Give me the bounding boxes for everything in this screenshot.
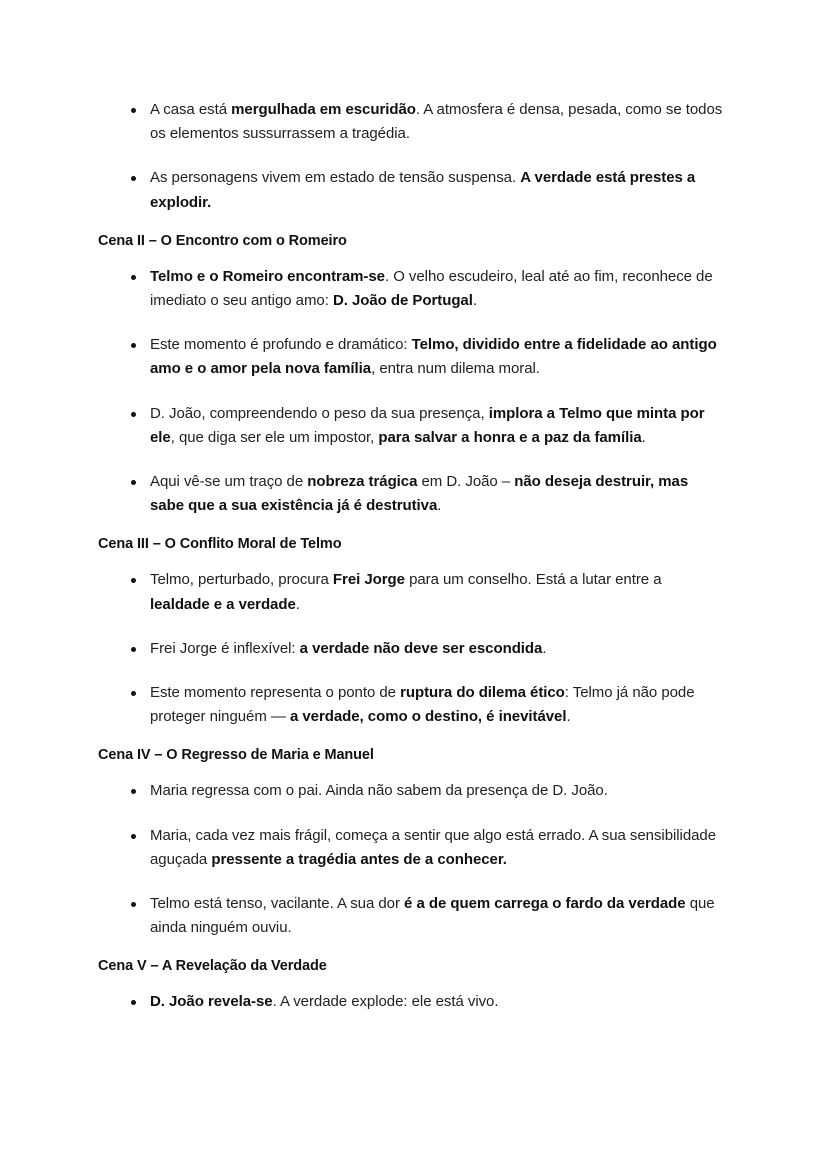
spacer [98,556,725,568]
bold-run: Frei Jorge [332,571,405,589]
text-run: . A atmosfera é densa, pesada, como se todos os elementos sussurrassem a tragédia. [150,101,723,143]
spacer [98,253,725,265]
spacer [98,215,725,229]
text-run: que ainda ninguém ouviu. [150,895,715,937]
text-run: As personagens vivem em estado de tensão suspensa. [150,169,521,187]
bullet-item [98,470,725,518]
text-run: Aqui vê-se um traço de [150,473,308,491]
text-run: . [542,639,547,657]
scene-heading: Cena II – O Encontro com o Romeiro [98,232,347,249]
bold-run: implora a Telmo que minta por ele [150,404,705,446]
spacer [98,382,725,402]
text-run: D. João, compreendendo o peso da sua presença, [150,404,489,422]
bold-run: D. João revela-se [150,993,273,1011]
text-run: para um conselho. Está a lutar entre a [404,571,662,589]
text-run: : Telmo já não pode proteger ninguém — [150,684,695,726]
bullet-item [98,568,725,616]
bullet-item [98,637,725,661]
bullet-list [98,98,725,215]
spacer [98,729,725,743]
bold-run: A verdade está prestes a explodir. [150,169,696,211]
spacer [98,940,725,954]
bullet-item [98,892,725,940]
bold-run: pressente a tragédia antes de a conhecer. [211,850,507,868]
text-run: . A verdade explode: ele está vivo. [272,993,499,1011]
text-run: Este momento representa o ponto de [150,684,401,702]
bullet-list [98,265,725,519]
scene-heading: Cena V – A Revelação da Verdade [98,958,327,975]
spacer [98,146,725,166]
bold-run: é a de quem carrega o fardo da verdade [404,895,686,913]
spacer [98,617,725,637]
bold-run: não deseja destruir, mas sabe que a sua existência já é destrutiva [150,473,689,515]
bullet-item [98,333,725,381]
text-run: . [566,708,571,726]
text-run: Maria regressa com o pai. Ainda não sabem da presença de D. João. [150,782,608,800]
spacer [98,804,725,824]
text-run: A casa está [150,101,232,118]
bullet-list [98,779,725,940]
spacer [98,518,725,532]
text-run: Telmo está tenso, vacilante. A sua dor [150,895,405,913]
bold-run: lealdade e a verdade [150,595,296,613]
bold-run: Telmo e o Romeiro encontram-se [150,267,385,285]
spacer [98,313,725,333]
text-run: Telmo, perturbado, procura [150,571,333,589]
bullet-item [98,98,725,146]
text-run: em D. João – [417,473,515,491]
bullet-list [98,568,725,729]
spacer [98,450,725,470]
text-run: , que diga ser ele um impostor, [170,428,379,446]
spacer [98,872,725,892]
bold-run: Telmo, dividido entre a fidelidade ao antigo amo e o amor pela nova família [150,336,717,378]
bold-run: ruptura do dilema ético [400,684,565,702]
bullet-item [98,779,725,803]
bullet-item [98,402,725,450]
bold-run: D. João de Portugal [332,292,473,310]
bold-run: para salvar a honra e a paz da família [378,428,642,446]
text-run: . [295,595,300,613]
text-run: . O velho escudeiro, leal até ao fim, reconhece de imediato o seu antigo amo: [150,267,713,310]
text-run: , entra num dilema moral. [371,360,540,378]
text-run: Este momento é profundo e dramático: [150,336,412,354]
spacer [98,661,725,681]
bullet-item [98,166,725,214]
text-run: . [472,292,477,310]
bullet-item [98,265,725,313]
scene-heading: Cena IV – O Regresso de Maria e Manuel [98,747,374,764]
text-run: Maria, cada vez mais frágil, começa a sentir que algo está errado. A sua sensibilidade aguçada [150,826,717,868]
bold-run: mergulhada em escuridão [231,101,416,118]
spacer [98,978,725,990]
bullet-item [98,824,725,872]
bullet-item [98,681,725,729]
bold-run: nobreza trágica [307,473,418,491]
document-body [98,98,725,1015]
bullet-list [98,990,725,1014]
text-run: . [641,428,646,446]
bullet-item [98,990,725,1014]
bold-run: a verdade não deve ser escondida [299,639,543,657]
bold-run: a verdade, como o destino, é inevitável [289,708,567,726]
text-run: . [437,497,442,515]
text-run: Frei Jorge é inflexível: [150,639,300,657]
spacer [98,767,725,779]
scene-heading: Cena III – O Conflito Moral de Telmo [98,536,342,553]
